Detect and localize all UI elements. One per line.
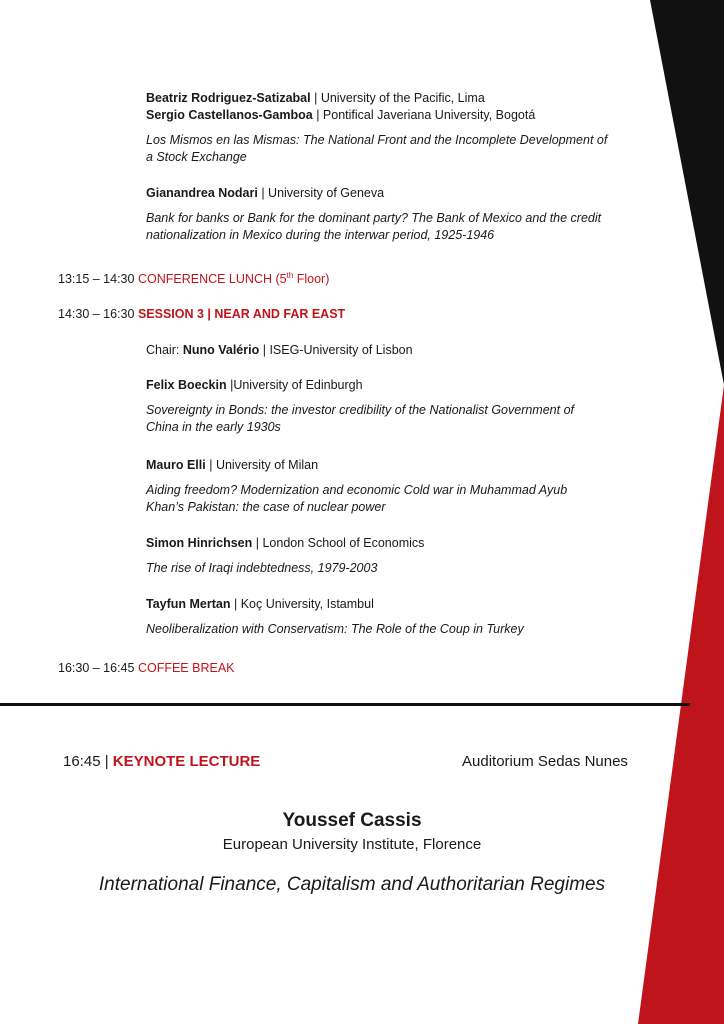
separator: |: [257, 186, 269, 200]
author-line: [146, 185, 646, 202]
talk-title-line: Aiding freedom? Modernization and economic Cold war in Muhammad Ayub: [146, 483, 568, 497]
talk-title-line: a Stock Exchange: [146, 150, 247, 164]
talk-title: [146, 621, 646, 638]
talk-title-line: Bank for banks or Bank for the dominant party? The Bank of Mexico and the credit: [146, 211, 602, 225]
talk-entry-4: [146, 457, 646, 516]
talk-title-line: Sovereignty in Bonds: the investor credibility of the Nationalist Government of: [146, 403, 574, 417]
talk-title-line: nationalization in Mexico during the interwar period, 1925-1946: [146, 228, 495, 242]
coffee-label: COFFEE BREAK: [137, 661, 235, 675]
author-affiliation: Koç University, Istambul: [240, 597, 374, 611]
lunch-row: [58, 267, 329, 288]
lunch-time: 13:15 – 14:30: [58, 272, 135, 287]
section-divider: [0, 703, 690, 706]
author-affiliation: London School of Economics: [262, 536, 425, 550]
talk-entry-1: [146, 90, 646, 166]
author-affiliation: University of Edinburgh: [233, 378, 363, 392]
talk-entry-5: [146, 535, 646, 577]
talk-title: [146, 560, 646, 577]
separator: |: [230, 597, 241, 611]
author-name: Gianandrea Nodari: [146, 186, 258, 200]
author-name: Sergio Castellanos-Gamboa: [146, 108, 313, 122]
author-name: Beatriz Rodriguez-Satizabal: [146, 91, 311, 105]
author-name: Mauro Elli: [146, 458, 206, 472]
talk-title: [146, 210, 646, 244]
talk-title: [146, 402, 646, 436]
talk-title: [146, 482, 646, 516]
author-affiliation: Pontifical Javeriana University, Bogotá: [322, 108, 536, 122]
session-3-time: 14:30 – 16:30: [58, 307, 135, 321]
coffee-time: 16:30 – 16:45: [58, 661, 135, 675]
separator: |: [205, 458, 216, 472]
lunch-label-sup: th: [286, 271, 294, 280]
talk-entry-6: [146, 596, 646, 638]
keynote-affiliation: European University Institute, Florence: [222, 836, 482, 853]
talk-title-line: Los Mismos en las Mismas: The National Front and the Incomplete Development of: [146, 133, 608, 147]
keynote-location: Auditorium Sedas Nunes: [462, 753, 628, 770]
session-3-label: SESSION 3 | NEAR AND FAR EAST: [137, 307, 346, 321]
author-line: [146, 535, 646, 552]
talk-title: [146, 132, 646, 166]
lunch-label-text: CONFERENCE LUNCH (5: [137, 272, 287, 287]
keynote-time: 16:45 |: [63, 753, 113, 770]
author-line: [146, 377, 646, 394]
separator: |: [312, 108, 323, 122]
separator: |: [252, 536, 263, 550]
talk-title-line: The rise of Iraqi indebtedness, 1979-2003: [146, 561, 378, 575]
chair-affiliation: ISEG-University of Lisbon: [269, 343, 413, 357]
author-affiliation: University of Milan: [215, 458, 319, 472]
talk-title-line: Neoliberalization with Conservatism: The Role of the Coup in Turkey: [146, 622, 524, 636]
keynote-label: KEYNOTE LECTURE: [112, 753, 261, 770]
author-line: [146, 90, 646, 107]
session-chair: [146, 342, 646, 359]
separator: |: [310, 91, 321, 105]
author-affiliation: University of the Pacific, Lima: [320, 91, 485, 105]
talk-entry-3: [146, 377, 646, 436]
talk-title-line: Khan’s Pakistan: the case of nuclear power: [146, 500, 386, 514]
session-3-row: [58, 306, 345, 323]
keynote-header: [63, 753, 260, 770]
lunch-label-end: Floor): [293, 272, 330, 287]
author-line: [146, 107, 646, 124]
author-line: [146, 596, 646, 613]
chair-prefix: Chair:: [146, 343, 183, 357]
author-affiliation: University of Geneva: [268, 186, 385, 200]
author-name: Tayfun Mertan: [146, 597, 231, 611]
separator: |: [226, 378, 234, 392]
keynote-speaker: Youssef Cassis: [282, 810, 422, 831]
keynote-title: International Finance, Capitalism and Authoritarian Regimes: [98, 874, 606, 895]
author-name: Simon Hinrichsen: [146, 536, 253, 550]
talk-entry-2: [146, 185, 646, 244]
author-line: [146, 457, 646, 474]
coffee-row: [58, 660, 235, 677]
chair-name: Nuno Valério: [182, 343, 260, 357]
separator: |: [259, 343, 270, 357]
talk-title-line: China in the early 1930s: [146, 420, 281, 434]
author-name: Felix Boeckin: [146, 378, 227, 392]
lunch-label: [138, 272, 329, 286]
black-side-band: [650, 0, 724, 385]
